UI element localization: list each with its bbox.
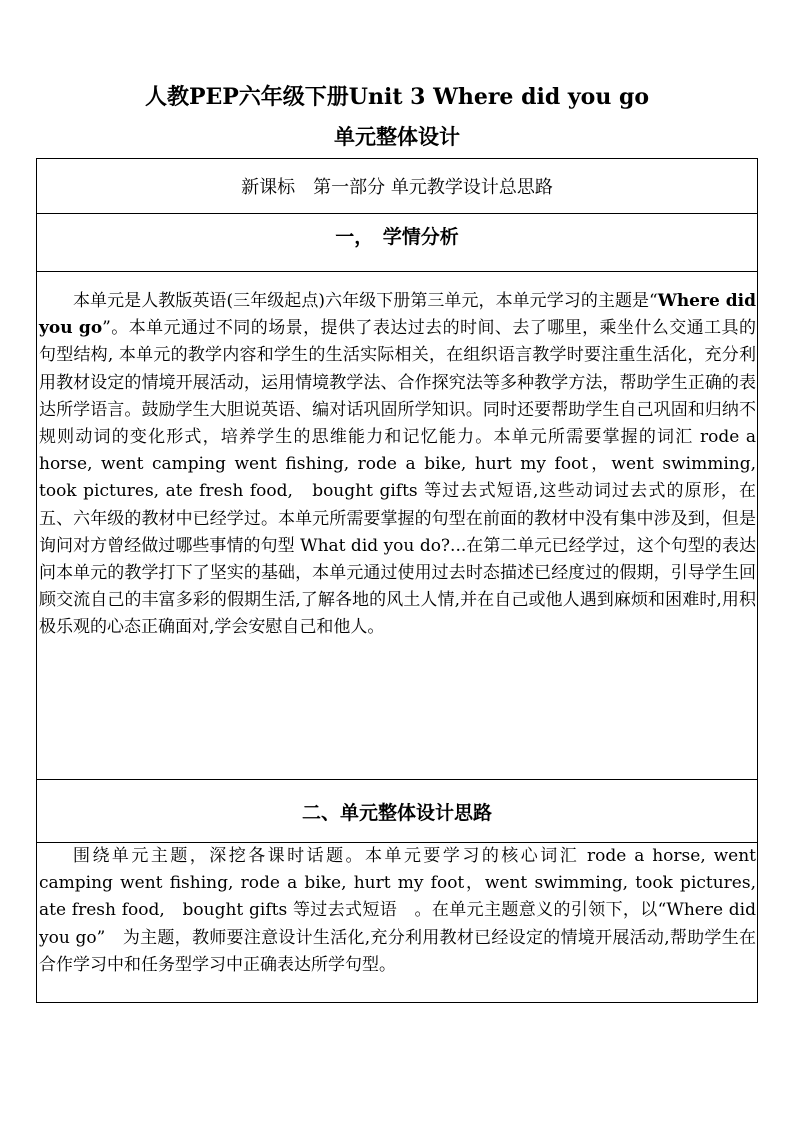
section1-body-rest: ”。本单元通过不同的场景，提供了表达过去的时间、去了哪里，乘坐什么交通工具的句型结构, 本单元的教学内容和学生的生活实际相关，在组织语言教学时要注重生活化，充分利用教材设定的情境开展活动，运用情境教学法、合作探究法等多种教学方法，帮助学生正确的表达所学语言。鼓励学生大胆说英语、编对话巩固所学知识。同时还要帮助学生自己巩固和归纳不规则动词的变化形式，培养学生的思维能力和记忆能力。本单元所需要掌握的词汇 rode a horse, went camping went fishing, rode a bike, hurt my foot，went swimming, took pictures, ate fresh food, bought gifts 等过去式短语,这些动词过去式的原形，在五、六年级的教材中已经学过。本单元所需要掌握的句型在前面的教材中没有集中涉及到，但是询问对方曾经做过哪些事情的句型 What did you do?...在第二单元已经学过，这个句型的表达问本单元的教学打下了坚实的基础，本单元通过使用过去时态描述已经度过的假期，引导学生回顾交流自己的丰富多彩的假期生活,了解各地的风土人情,并在自己或他人遇到麻烦和困难时,用积极乐观的心态正确面对,学会安慰自己和他人。 bbox=[39, 318, 756, 638]
section2-heading: 二、单元整体设计思路 bbox=[37, 780, 758, 843]
section2-body-row bbox=[37, 843, 758, 1003]
section1-body-theme: Where did you go bbox=[39, 291, 756, 339]
section1-heading: 一， 学情分析 bbox=[37, 214, 758, 272]
section2-body: 围绕单元主题，深挖各课时话题。本单元要学习的核心词汇 rode a horse, went camping went fishing, rode a bike, hurt my foot，went swimming, took pictures, ate fresh food, bought gifts 等过去式短语 。在单元主题意义的引领下，以“Where did you go” 为主题，教师要注意设计生活化,充分利用教材已经设定的情境开展活动,帮助学生在合作学习中和任务型学习中正确表达所学句型。 bbox=[37, 843, 758, 1003]
section1-body bbox=[37, 272, 758, 780]
section1-body-row bbox=[37, 272, 758, 780]
document-title: 人教PEP六年级下册Unit 3 Where did you go bbox=[144, 84, 650, 110]
section1-body-intro: 本单元是人教版英语(三年级起点)六年级下册第三单元，本单元学习的主题是“ bbox=[73, 291, 658, 311]
section1-heading-row bbox=[37, 214, 758, 272]
table-header-row bbox=[37, 159, 758, 214]
document-subtitle: 单元整体设计 bbox=[334, 124, 460, 149]
design-table bbox=[36, 158, 758, 1003]
table-header-cell: 新课标 第一部分 单元教学设计总思路 bbox=[37, 159, 758, 214]
section2-heading-row bbox=[37, 780, 758, 843]
